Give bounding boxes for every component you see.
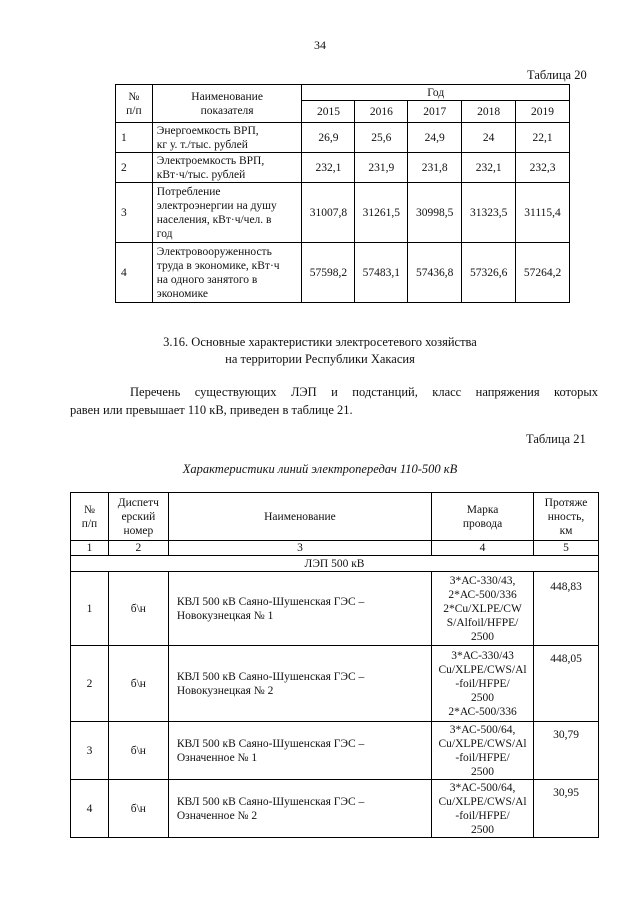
wire-line: 2500 <box>471 765 495 778</box>
body-paragraph <box>70 383 598 419</box>
t20-cell: 31261,5 <box>355 183 408 243</box>
table-21 <box>70 492 599 838</box>
t21-head-name: Наименование <box>168 493 431 541</box>
t20-cell: 31007,8 <box>302 183 355 243</box>
t21-row-dispatch: б\н <box>108 780 168 838</box>
t20-cell: 57264,2 <box>516 243 570 303</box>
t20-cell: 30998,5 <box>408 183 462 243</box>
t20-cell: 57483,1 <box>355 243 408 303</box>
t21-row-dispatch: б\н <box>108 572 168 646</box>
wire-line: -foil/HFPE/ <box>455 809 510 822</box>
wire-line: Cu/XLPE/CWS/Al <box>438 663 527 676</box>
t21-col-number: 1 <box>71 541 109 556</box>
table-row <box>116 243 570 303</box>
t20-row-name: Электроемкость ВРП, кВт·ч/тыс. рублей <box>152 153 302 183</box>
t20-cell: 26,9 <box>302 123 355 153</box>
table-row <box>71 780 599 838</box>
table-21-title: Характеристики линий электропередач 110-500 кВ <box>182 462 458 476</box>
t20-head-no: № п/п <box>116 85 153 123</box>
table-row <box>116 153 570 183</box>
t20-year: 2016 <box>355 101 408 123</box>
paragraph-line: Перечень существующих ЛЭП и подстанций, класс напряжения которых <box>130 385 598 399</box>
t21-group-row: ЛЭП 500 кВ <box>71 556 599 572</box>
wire-line: -foil/HFPE/ <box>455 677 510 690</box>
table-row <box>71 722 599 780</box>
wire-line: 2*АС-500/336 <box>448 588 517 601</box>
t20-cell: 57598,2 <box>302 243 355 303</box>
t21-col-number: 2 <box>108 541 168 556</box>
t20-cell: 231,8 <box>408 153 462 183</box>
t20-cell: 22,1 <box>516 123 570 153</box>
t20-cell: 232,1 <box>302 153 355 183</box>
t20-row-no: 1 <box>116 123 153 153</box>
t21-row-name: КВЛ 500 кВ Саяно-Шушенская ГЭС – Означенное № 1 <box>168 722 431 780</box>
t20-cell: 232,1 <box>462 153 516 183</box>
t21-row-no: 1 <box>71 572 109 646</box>
table-row <box>116 123 570 153</box>
paragraph-line: равен или превышает 110 кВ, приведен в таблице 21. <box>70 403 353 417</box>
t20-cell: 232,3 <box>516 153 570 183</box>
t20-row-name: Потребление электроэнергии на душу населения, кВт·ч/чел. в год <box>152 183 302 243</box>
t21-col-number: 4 <box>432 541 534 556</box>
t20-cell: 57436,8 <box>408 243 462 303</box>
table-row <box>116 183 570 243</box>
table-21-label: Таблица 21 <box>526 432 586 446</box>
t21-row-wire <box>432 780 534 838</box>
t20-head-year: Год <box>302 85 570 101</box>
t21-head-length: Протяже нность, км <box>534 493 599 541</box>
table-20 <box>115 84 570 303</box>
wire-line: -foil/HFPE/ <box>455 751 510 764</box>
wire-line: Cu/XLPE/CWS/Al <box>438 737 527 750</box>
section-title-line: на территории Республики Хакасия <box>225 352 415 366</box>
t20-year: 2015 <box>302 101 355 123</box>
t20-cell: 24,9 <box>408 123 462 153</box>
t21-row-length: 448,05 <box>534 646 599 722</box>
table-row <box>71 646 599 722</box>
t21-row-no: 4 <box>71 780 109 838</box>
t21-row-name: КВЛ 500 кВ Саяно-Шушенская ГЭС – Новокузнецкая № 1 <box>168 572 431 646</box>
t21-col-number: 5 <box>534 541 599 556</box>
t20-year: 2019 <box>516 101 570 123</box>
t21-row-name: КВЛ 500 кВ Саяно-Шушенская ГЭС – Новокузнецкая № 2 <box>168 646 431 722</box>
t20-year: 2017 <box>408 101 462 123</box>
t21-row-no: 3 <box>71 722 109 780</box>
t21-col-number: 3 <box>168 541 431 556</box>
wire-line: 2*АС-500/336 <box>448 705 517 718</box>
t21-row-dispatch: б\н <box>108 722 168 780</box>
t21-row-name: КВЛ 500 кВ Саяно-Шушенская ГЭС – Означенное № 2 <box>168 780 431 838</box>
section-title <box>0 334 640 368</box>
page-number: 34 <box>314 38 326 52</box>
wire-line: 3*АС-330/43 <box>451 649 514 662</box>
wire-line: 3*АС-330/43, <box>449 574 516 587</box>
wire-line: Cu/XLPE/CWS/Al <box>438 795 527 808</box>
wire-line: S/Alfoil/HFPE/ <box>446 616 519 629</box>
t21-row-dispatch: б\н <box>108 646 168 722</box>
t20-row-no: 4 <box>116 243 153 303</box>
t21-row-length: 448,83 <box>534 572 599 646</box>
t20-row-no: 2 <box>116 153 153 183</box>
t20-year: 2018 <box>462 101 516 123</box>
table-row <box>71 572 599 646</box>
t20-cell: 25,6 <box>355 123 408 153</box>
t20-cell: 31115,4 <box>516 183 570 243</box>
wire-line: 3*АС-500/64, <box>449 723 516 736</box>
t20-row-no: 3 <box>116 183 153 243</box>
t21-head-wire: Марка провода <box>432 493 534 541</box>
t21-head-dispatch: Диспетч ерский номер <box>108 493 168 541</box>
wire-line: 2*Cu/XLPE/CW <box>443 602 522 615</box>
t20-head-name: Наименование показателя <box>152 85 302 123</box>
t21-head-no: № п/п <box>71 493 109 541</box>
t21-row-length: 30,79 <box>534 722 599 780</box>
t20-row-name: Электровооруженность труда в экономике, кВт·ч на одного занятого в экономике <box>152 243 302 303</box>
t21-row-no: 2 <box>71 646 109 722</box>
section-title-line: 3.16. Основные характеристики электросетевого хозяйства <box>163 335 477 349</box>
t20-cell: 24 <box>462 123 516 153</box>
table-20-label: Таблица 20 <box>527 68 587 82</box>
t21-row-length: 30,95 <box>534 780 599 838</box>
wire-line: 3*АС-500/64, <box>449 781 516 794</box>
wire-line: 2500 <box>471 630 495 643</box>
t21-row-wire <box>432 646 534 722</box>
wire-line: 2500 <box>471 823 495 836</box>
t20-cell: 231,9 <box>355 153 408 183</box>
t21-row-wire <box>432 722 534 780</box>
t20-row-name: Энергоемкость ВРП, кг у. т./тыс. рублей <box>152 123 302 153</box>
t20-cell: 31323,5 <box>462 183 516 243</box>
t21-row-wire <box>432 572 534 646</box>
t20-cell: 57326,6 <box>462 243 516 303</box>
wire-line: 2500 <box>471 691 495 704</box>
